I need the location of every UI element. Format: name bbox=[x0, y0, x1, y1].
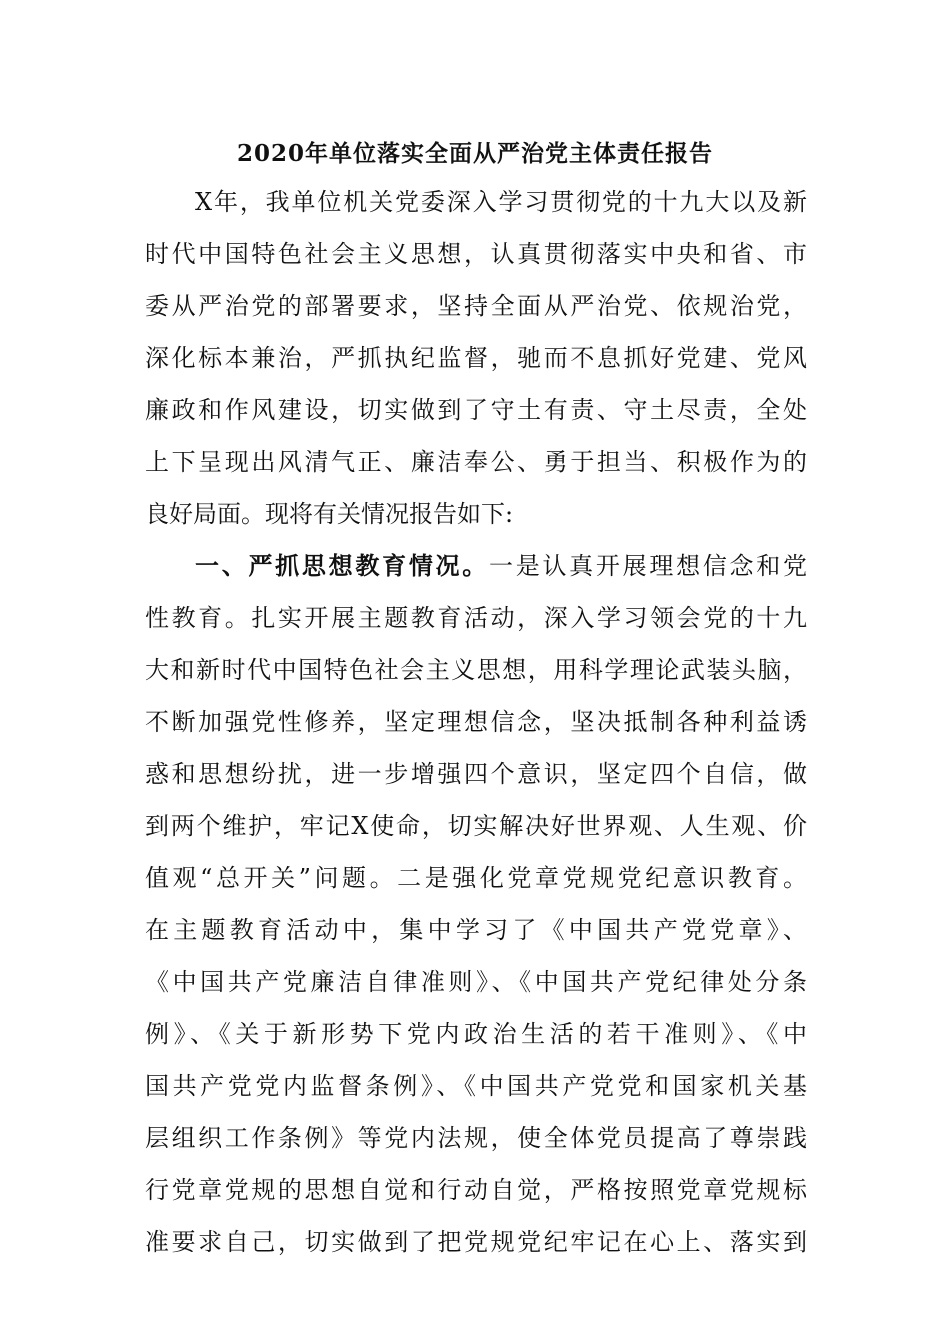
paragraph-line: 性教育。扎实开展主题教育活动，深入学习领会党的十九 bbox=[145, 604, 807, 632]
paragraph-line: 例》、《关于新形势下党内政治生活的若干准则》、《中 bbox=[145, 1020, 807, 1048]
paragraph-line: 到两个维护，牢记X使命，切实解决好世界观、人生观、价 bbox=[145, 812, 807, 840]
paragraph-line: 大和新时代中国特色社会主义思想，用科学理论武装头脑， bbox=[145, 656, 807, 684]
section-text: 一是认真开展理想信念和党 bbox=[489, 552, 807, 580]
paragraph-line: 深化标本兼治，严抓执纪监督，驰而不息抓好党建、党风 bbox=[145, 344, 807, 372]
paragraph-line: 廉政和作风建设，切实做到了守土有责、守土尽责，全处 bbox=[145, 396, 807, 424]
paragraph-line: 国共产党党内监督条例》、《中国共产党党和国家机关基 bbox=[145, 1072, 807, 1100]
paragraph-line: 良好局面。现将有关情况报告如下: bbox=[145, 500, 514, 528]
document-title: 2020年单位落实全面从严治党主体责任报告 bbox=[236, 140, 713, 167]
paragraph-line: 层组织工作条例》等党内法规，使全体党员提高了尊崇践 bbox=[145, 1124, 807, 1152]
paragraph-line: 时代中国特色社会主义思想，认真贯彻落实中央和省、市 bbox=[145, 240, 807, 268]
paragraph-line: 在主题教育活动中，集中学习了《中国共产党党章》、 bbox=[145, 916, 807, 944]
document-body bbox=[145, 176, 807, 1268]
paragraph-line: 准要求自己，切实做到了把党规党纪牢记在心上、落实到 bbox=[145, 1228, 807, 1256]
paragraph-line: 不断加强党性修养，坚定理想信念，坚决抵制各种利益诱 bbox=[145, 708, 807, 736]
section-first-line bbox=[145, 540, 807, 592]
section-heading: 一、严抓思想教育情况。 bbox=[195, 551, 489, 580]
paragraph-line: 行党章党规的思想自觉和行动自觉，严格按照党章党规标 bbox=[145, 1176, 807, 1204]
paragraph-line: 委从严治党的部署要求，坚持全面从严治党、依规治党， bbox=[145, 292, 807, 320]
paragraph-line: X年，我单位机关党委深入学习贯彻党的十九大以及新 bbox=[195, 188, 807, 216]
paragraph-line: 《中国共产党廉洁自律准则》、《中国共产党纪律处分条 bbox=[145, 968, 807, 996]
paragraph-line: 惑和思想纷扰，进一步增强四个意识，坚定四个自信，做 bbox=[145, 760, 807, 788]
paragraph-line: 值观“总开关”问题。二是强化党章党规党纪意识教育。 bbox=[145, 864, 807, 892]
paragraph-line: 上下呈现出风清气正、廉洁奉公、勇于担当、积极作为的 bbox=[145, 448, 807, 476]
